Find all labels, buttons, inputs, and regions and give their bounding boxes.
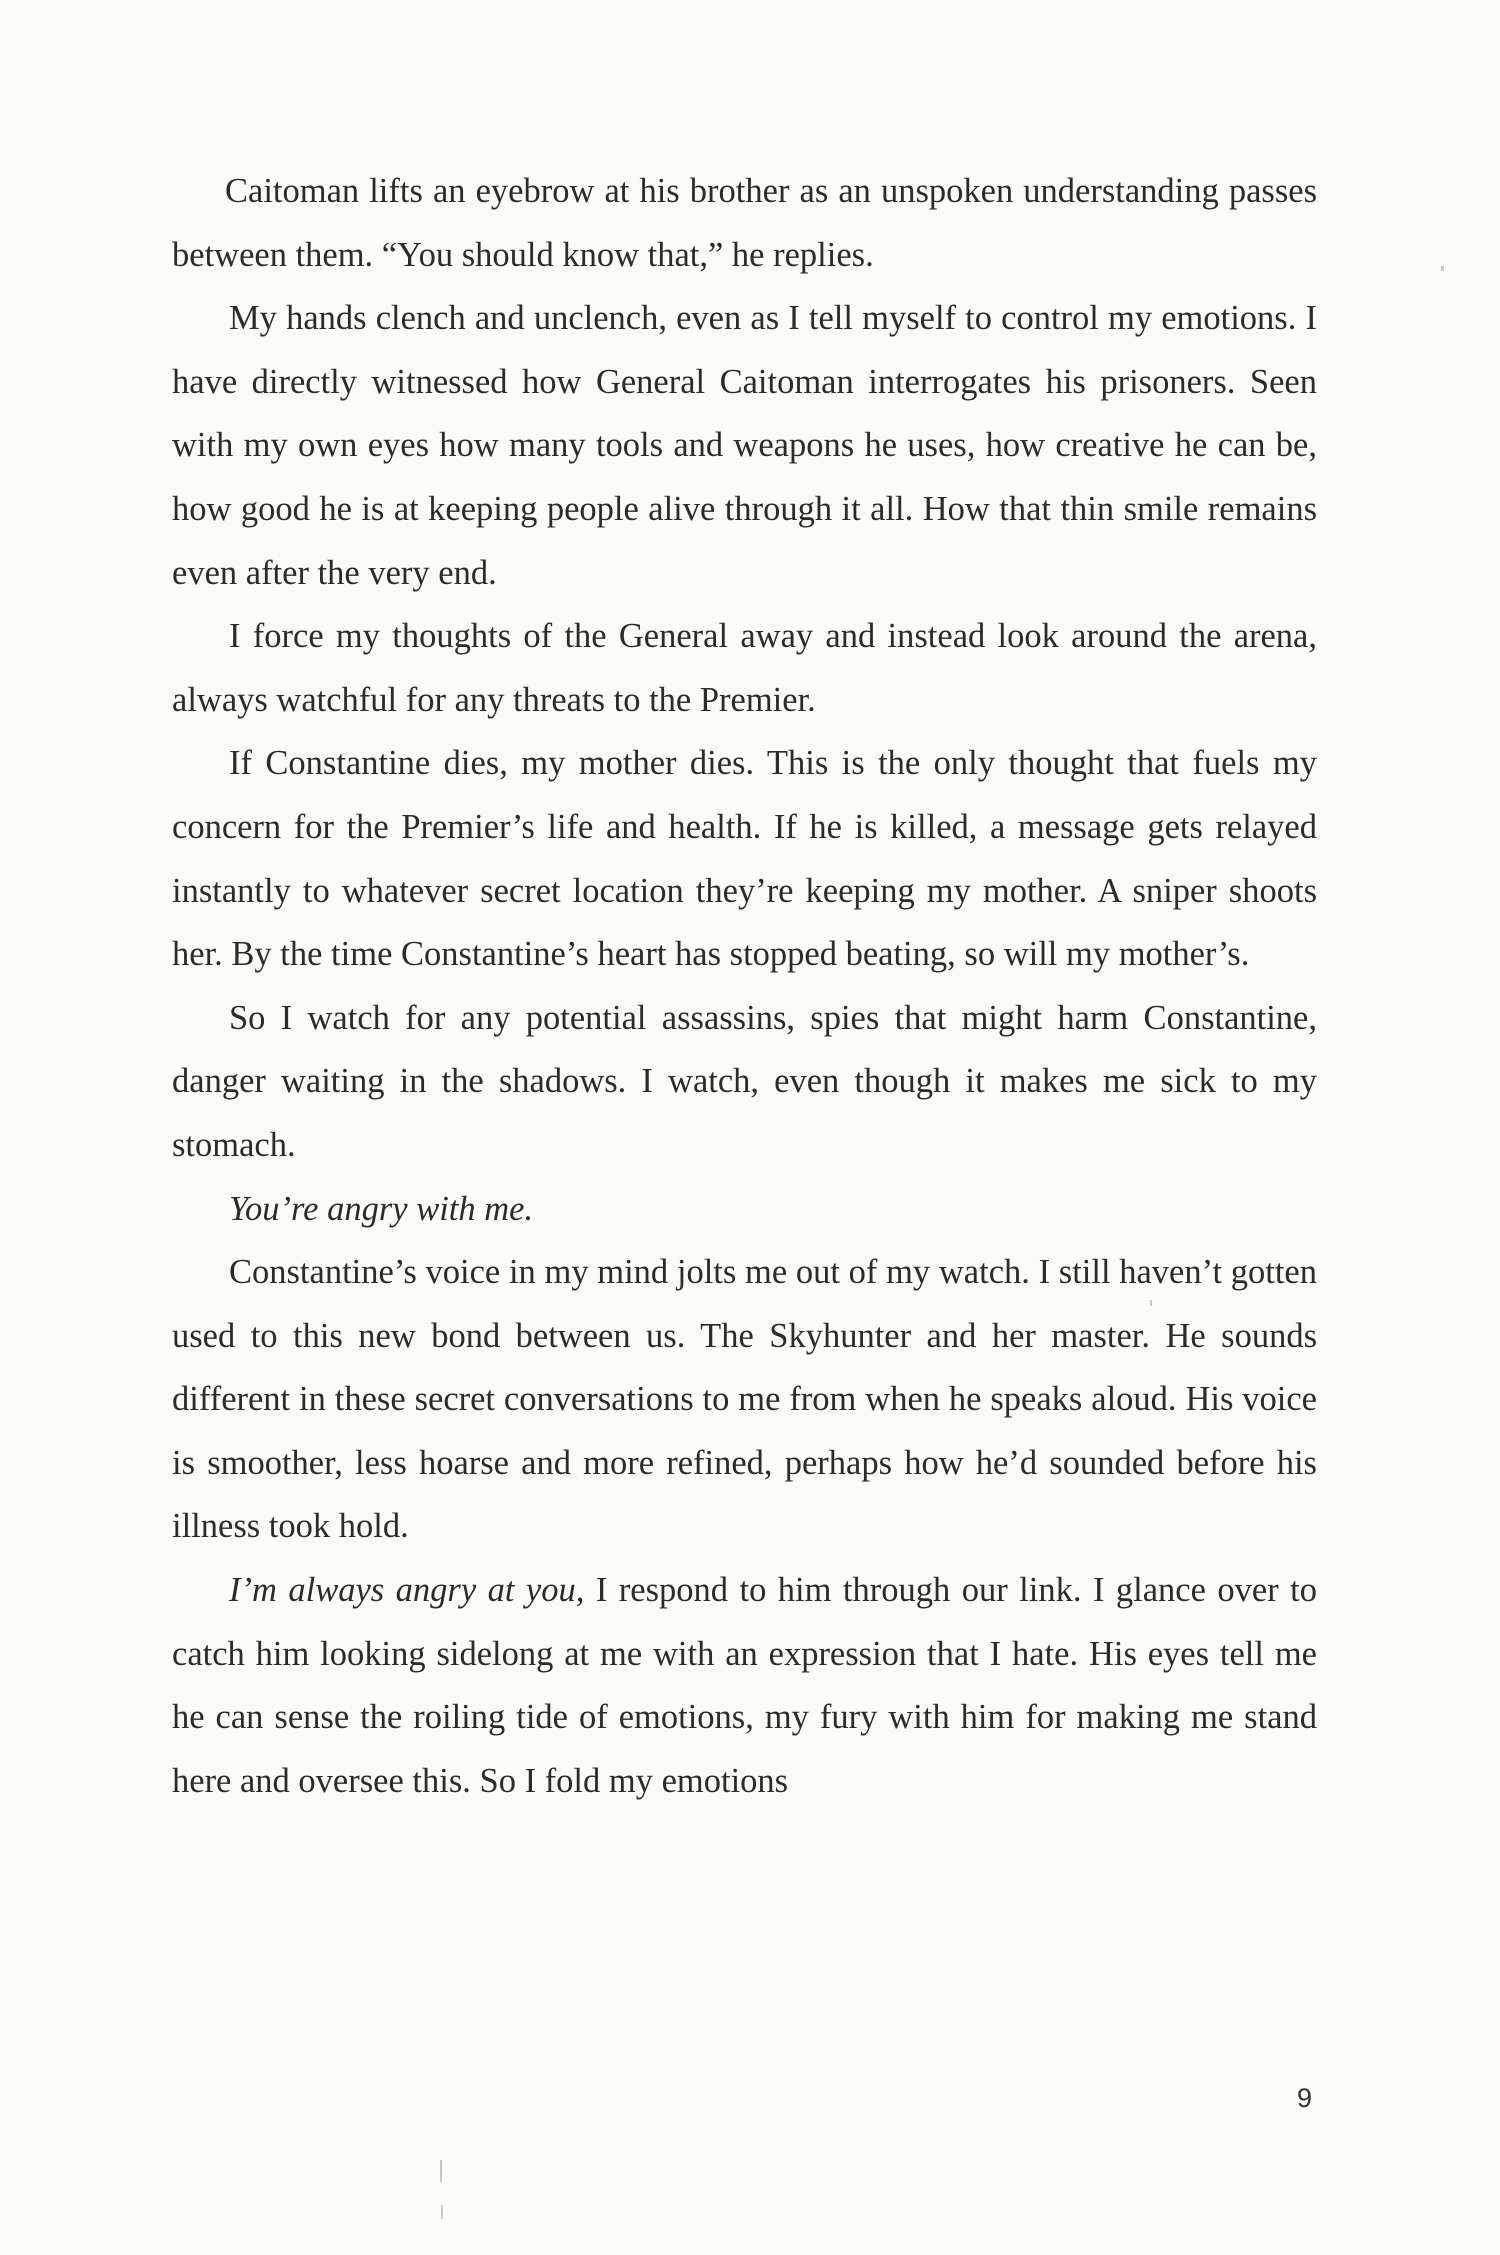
paragraph-text: I respond to him through our link. I glance over to catch him looking sidelong at me with an expression that I hate. His eyes tell me he can sense the roiling tide of emotions, my fury with him for making me stand here and oversee this. So I fold my emotions xyxy=(172,1571,1317,1800)
page-number: 9 xyxy=(1296,2083,1312,2113)
paragraph-6-italic-thought xyxy=(172,1178,1317,1242)
paragraph-1 xyxy=(172,160,1317,287)
paragraph-4 xyxy=(172,732,1317,986)
paragraph-8 xyxy=(172,1559,1317,1813)
paragraph-text: My hands clench and unclench, even as I tell myself to control my emotions. I have directly witnessed how General Caitoman interrogates his prisoners. Seen with my own eyes how many tools and weapons he uses, how creative he can be, how good he is at keeping people alive through it all. How that thin smile remains even after the very end. xyxy=(172,299,1317,592)
paragraph-text: If Constantine dies, my mother dies. This is the only thought that fuels my concern for the Premier’s life and health. If he is killed, a message gets relayed instantly to whatever secret location they’re keeping my mother. A sniper shoots her. By the time Constantine’s heart has stopped beating, so will my mother’s. xyxy=(172,744,1317,974)
paragraph-text: Caitoman lifts an eyebrow at his brother as an unspoken understanding passes between them. “You should know that,” he replies. xyxy=(172,172,1317,274)
italic-thought: I’m always angry at you, xyxy=(229,1571,585,1610)
scan-speck xyxy=(1150,1300,1152,1306)
paragraph-5 xyxy=(172,987,1317,1178)
italic-thought: You’re angry with me. xyxy=(229,1189,534,1228)
scan-speck xyxy=(1441,266,1444,271)
paragraph-text: So I watch for any potential assassins, spies that might harm Constantine, danger waiting in the shadows. I watch, even though it makes me sick to my stomach. xyxy=(172,998,1317,1164)
body-text xyxy=(172,160,1317,1813)
paragraph-2 xyxy=(172,287,1317,605)
paragraph-3 xyxy=(172,605,1317,732)
paragraph-7 xyxy=(172,1241,1317,1559)
paragraph-text: I force my thoughts of the General away and instead look around the arena, always watchful for any threats to the Premier. xyxy=(172,617,1317,719)
scan-speck xyxy=(441,2205,443,2219)
paragraph-text: Constantine’s voice in my mind jolts me out of my watch. I still haven’t gotten used to this new bond between us. The Skyhunter and her master. He sounds different in these secret conversations to me from when he speaks aloud. His voice is smoother, less hoarse and more refined, perhaps how he’d sounded before his illness took hold. xyxy=(172,1253,1317,1546)
scan-speck xyxy=(440,2160,442,2182)
